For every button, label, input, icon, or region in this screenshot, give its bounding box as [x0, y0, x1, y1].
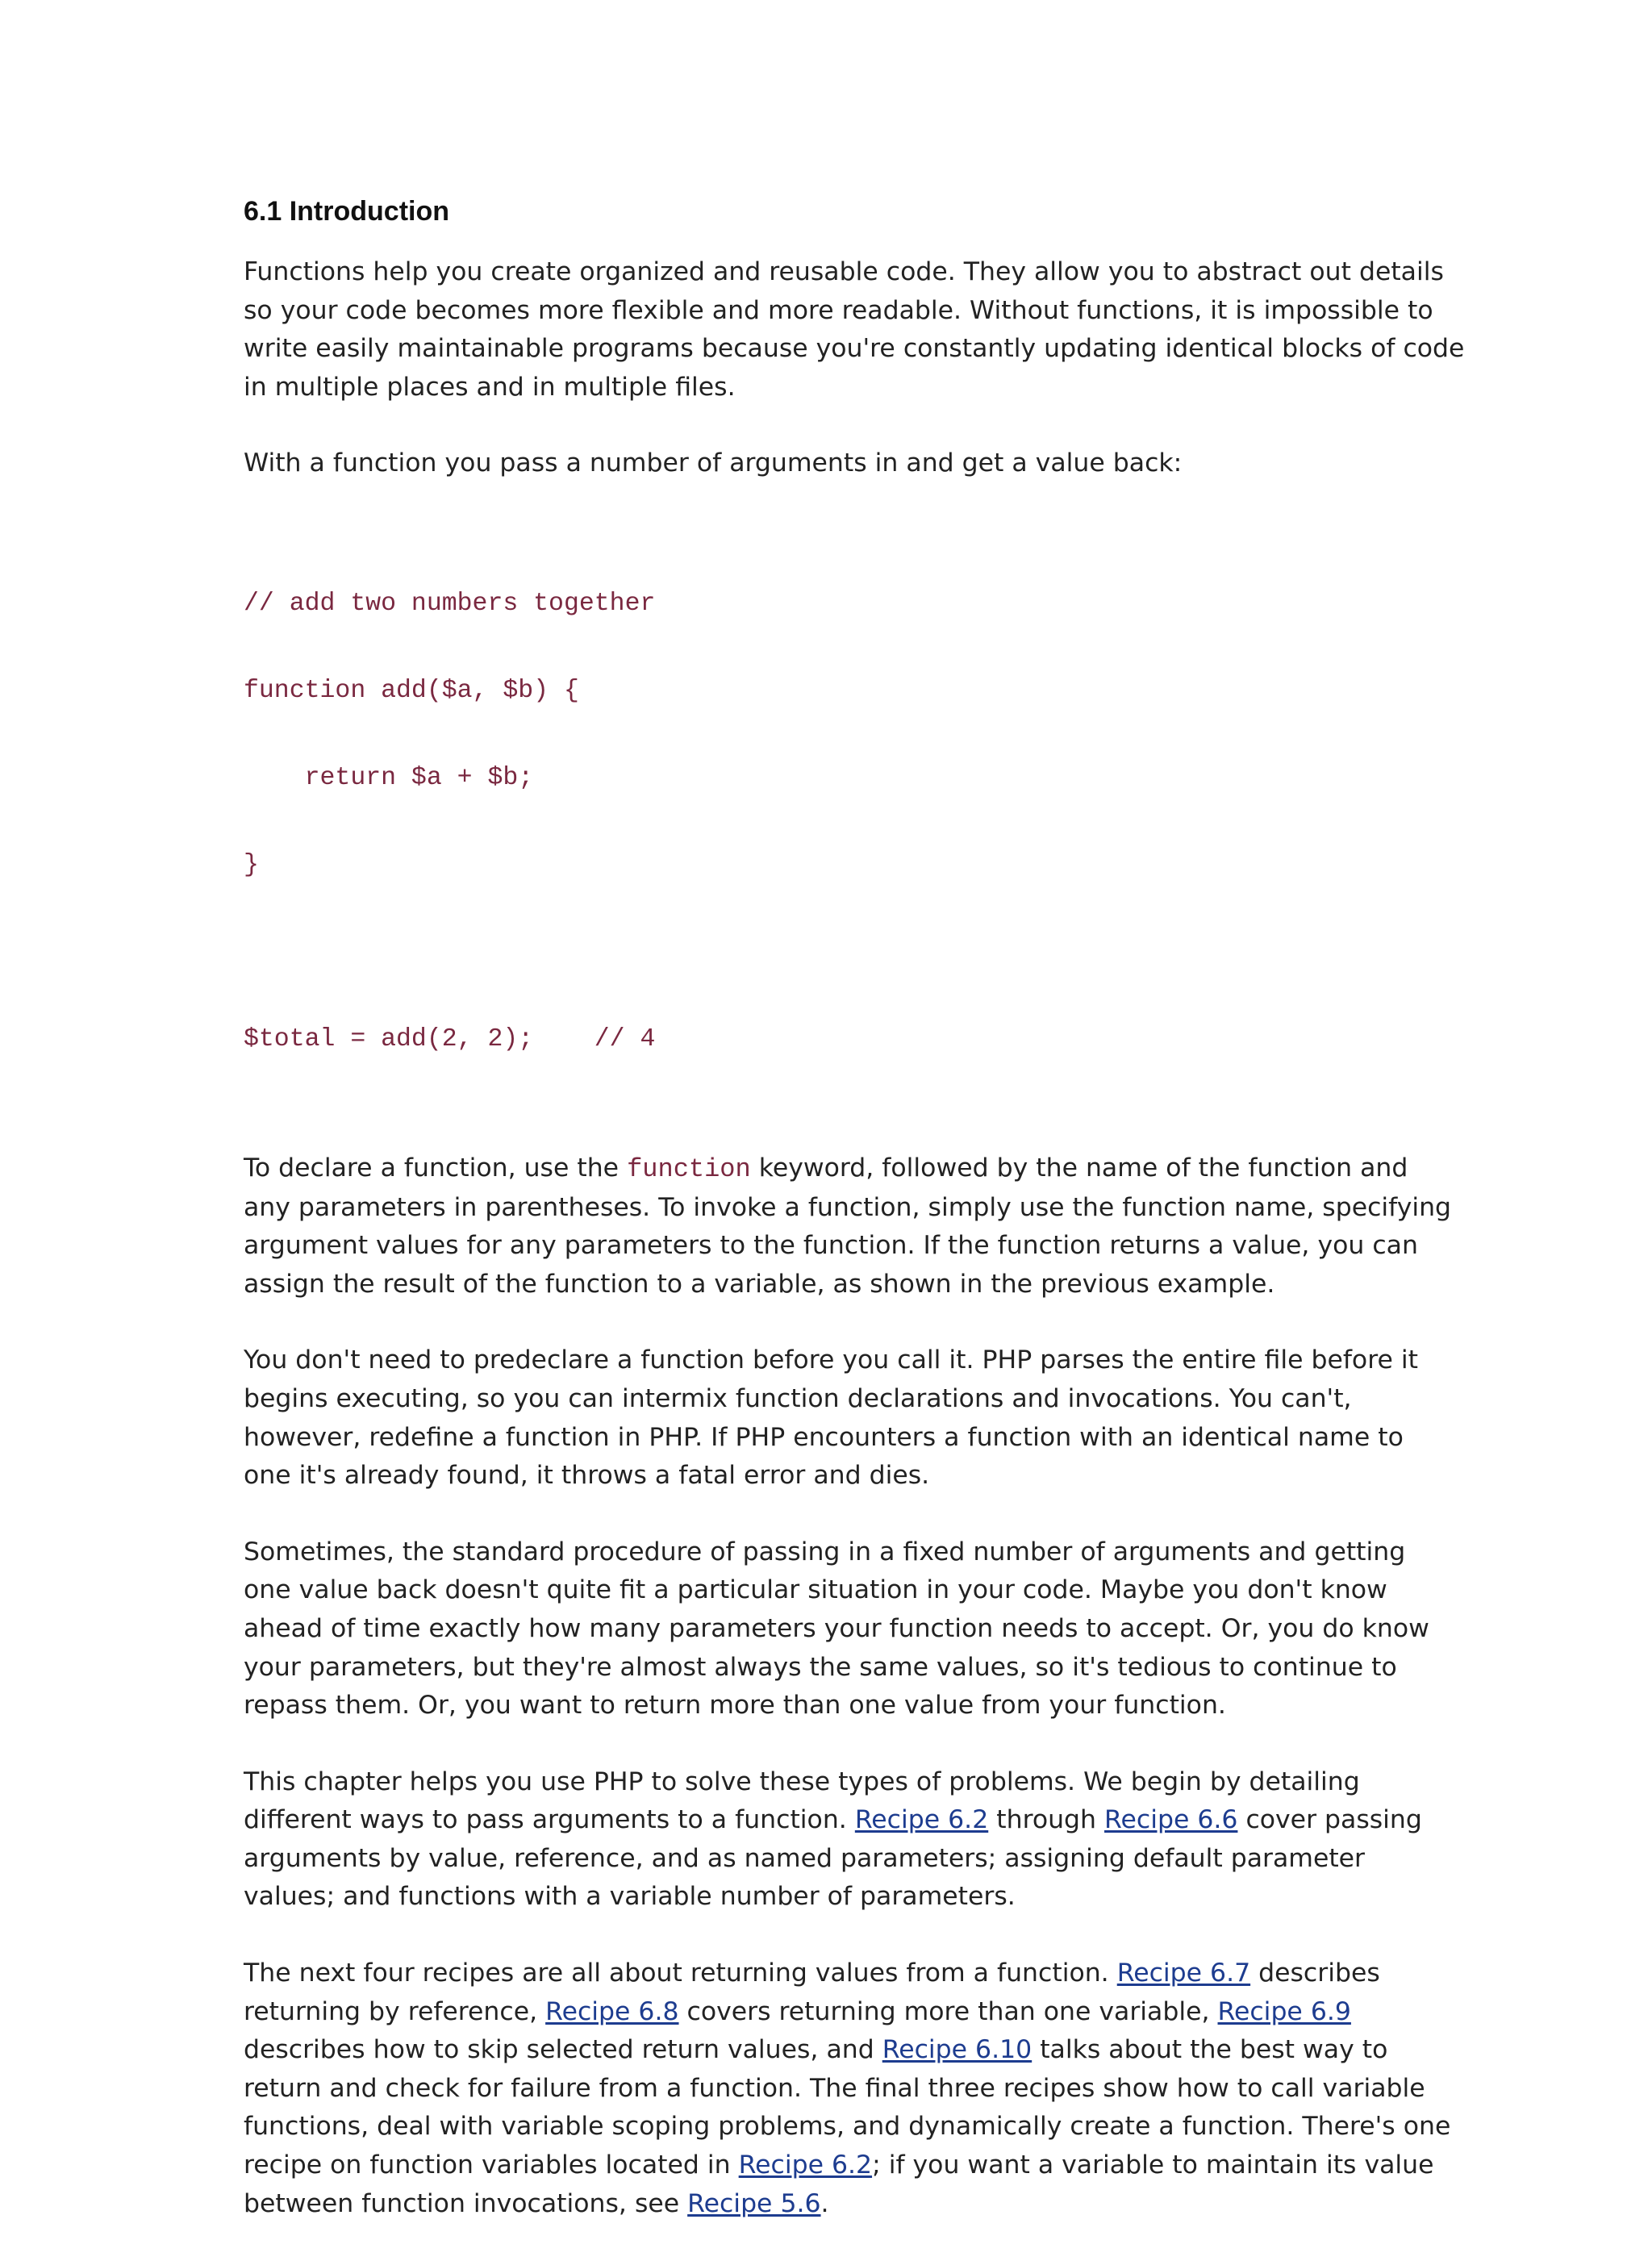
text-line: functions, deal with variable scoping problems, and dynamically create a function. There's one — [244, 2112, 1451, 2142]
text-line: return and check for failure from a function. The final three recipes show how to call variable — [244, 2073, 1425, 2103]
text-line: one value back doesn't quite fit a particular situation in your code. Maybe you don't know — [244, 1575, 1387, 1605]
text-line: returning by reference, Recipe 6.8 covers returning more than one variable, Recipe 6.9 — [244, 1996, 1351, 2026]
code-block — [244, 532, 1421, 1112]
text-line: one it's already found, it throws a fatal error and dies. — [244, 1461, 930, 1491]
recipe-6-9-link[interactable]: Recipe 6.9 — [1217, 1996, 1351, 2026]
section-heading: 6.1 Introduction — [244, 196, 449, 227]
text-line: write easily maintainable programs because you're constantly updating identical blocks of code — [244, 334, 1465, 364]
arguments-paragraph — [244, 1533, 1429, 1725]
function-lead-paragraph — [244, 444, 1421, 483]
text-line: in multiple places and in multiple files. — [244, 372, 736, 402]
text-line: To declare a function, use the function keyword, followed by the name of the function and — [244, 1153, 1408, 1184]
text-line: begins executing, so you can intermix function declarations and invocations. You can't, — [244, 1383, 1352, 1413]
recipe-6-10-link[interactable]: Recipe 6.10 — [882, 2035, 1032, 2065]
text-line: ahead of time exactly how many parameters your function needs to accept. Or, you do know — [244, 1613, 1429, 1643]
predeclare-paragraph — [244, 1341, 1421, 1495]
inline-code-function: function — [627, 1153, 751, 1184]
text-line: any parameters in parentheses. To invoke a function, simply use the function name, specifying — [244, 1192, 1452, 1222]
text-line: different ways to pass arguments to a function. Recipe 6.2 through Recipe 6.6 cover passing — [244, 1805, 1422, 1835]
recipe-6-6-link[interactable]: Recipe 6.6 — [1104, 1805, 1238, 1835]
recipe-6-2-link[interactable]: Recipe 6.2 — [854, 1805, 989, 1835]
text-line: so your code becomes more flexible and more readable. Without functions, it is impossible to — [244, 295, 1433, 325]
recipe-6-8-link[interactable]: Recipe 6.8 — [545, 1996, 679, 2026]
code-line: } — [244, 850, 259, 879]
code-line: return $a + $b; — [244, 763, 534, 792]
text-line: Sometimes, the standard procedure of passing in a fixed number of arguments and getting — [244, 1537, 1406, 1566]
code-line: function add($a, $b) { — [244, 676, 579, 705]
recipe-6-2-link[interactable]: Recipe 6.2 — [738, 2150, 873, 2180]
text-line: The next four recipes are all about returning values from a function. Recipe 6.7 describes — [244, 1959, 1380, 1988]
text-line: With a function you pass a number of arguments in and get a value back: — [244, 448, 1183, 478]
text-line: arguments by value, reference, and as named parameters; assigning default parameter — [244, 1843, 1365, 1873]
code-line: // add two numbers together — [244, 589, 656, 618]
text-line: Functions help you create organized and reusable code. They allow you to abstract out details — [244, 257, 1444, 286]
returning-values-paragraph — [244, 1954, 1451, 2223]
text-line: describes how to skip selected return values, and Recipe 6.10 talks about the best way to — [244, 2035, 1388, 2065]
text-line: values; and functions with a variable number of parameters. — [244, 1882, 1016, 1912]
declare-paragraph — [244, 1149, 1452, 1304]
code-line: $total = add(2, 2); // 4 — [244, 1024, 656, 1053]
text-line: This chapter helps you use PHP to solve these types of problems. We begin by detailing — [244, 1767, 1360, 1796]
text-line: between function invocations, see Recipe 5.6. — [244, 2188, 829, 2218]
intro-paragraph — [244, 253, 1465, 407]
text-line: recipe on function variables located in Recipe 6.2; if you want a variable to maintain its value — [244, 2150, 1434, 2180]
chapter-overview-paragraph — [244, 1763, 1421, 1917]
text-line: however, redefine a function in PHP. If PHP encounters a function with an identical name to — [244, 1422, 1404, 1452]
document-page — [244, 190, 1465, 2261]
recipe-6-7-link[interactable]: Recipe 6.7 — [1116, 1959, 1251, 1988]
recipe-5-6-link[interactable]: Recipe 5.6 — [687, 2188, 821, 2218]
text-line: assign the result of the function to a variable, as shown in the previous example. — [244, 1269, 1275, 1299]
text-line: your parameters, but they're almost always the same values, so it's tedious to continue to — [244, 1652, 1397, 1682]
text-line: You don't need to predeclare a function before you call it. PHP parses the entire file before it — [244, 1345, 1418, 1375]
text-line: argument values for any parameters to the function. If the function returns a value, you can — [244, 1231, 1418, 1261]
text-line: repass them. Or, you want to return more than one value from your function. — [244, 1691, 1226, 1721]
